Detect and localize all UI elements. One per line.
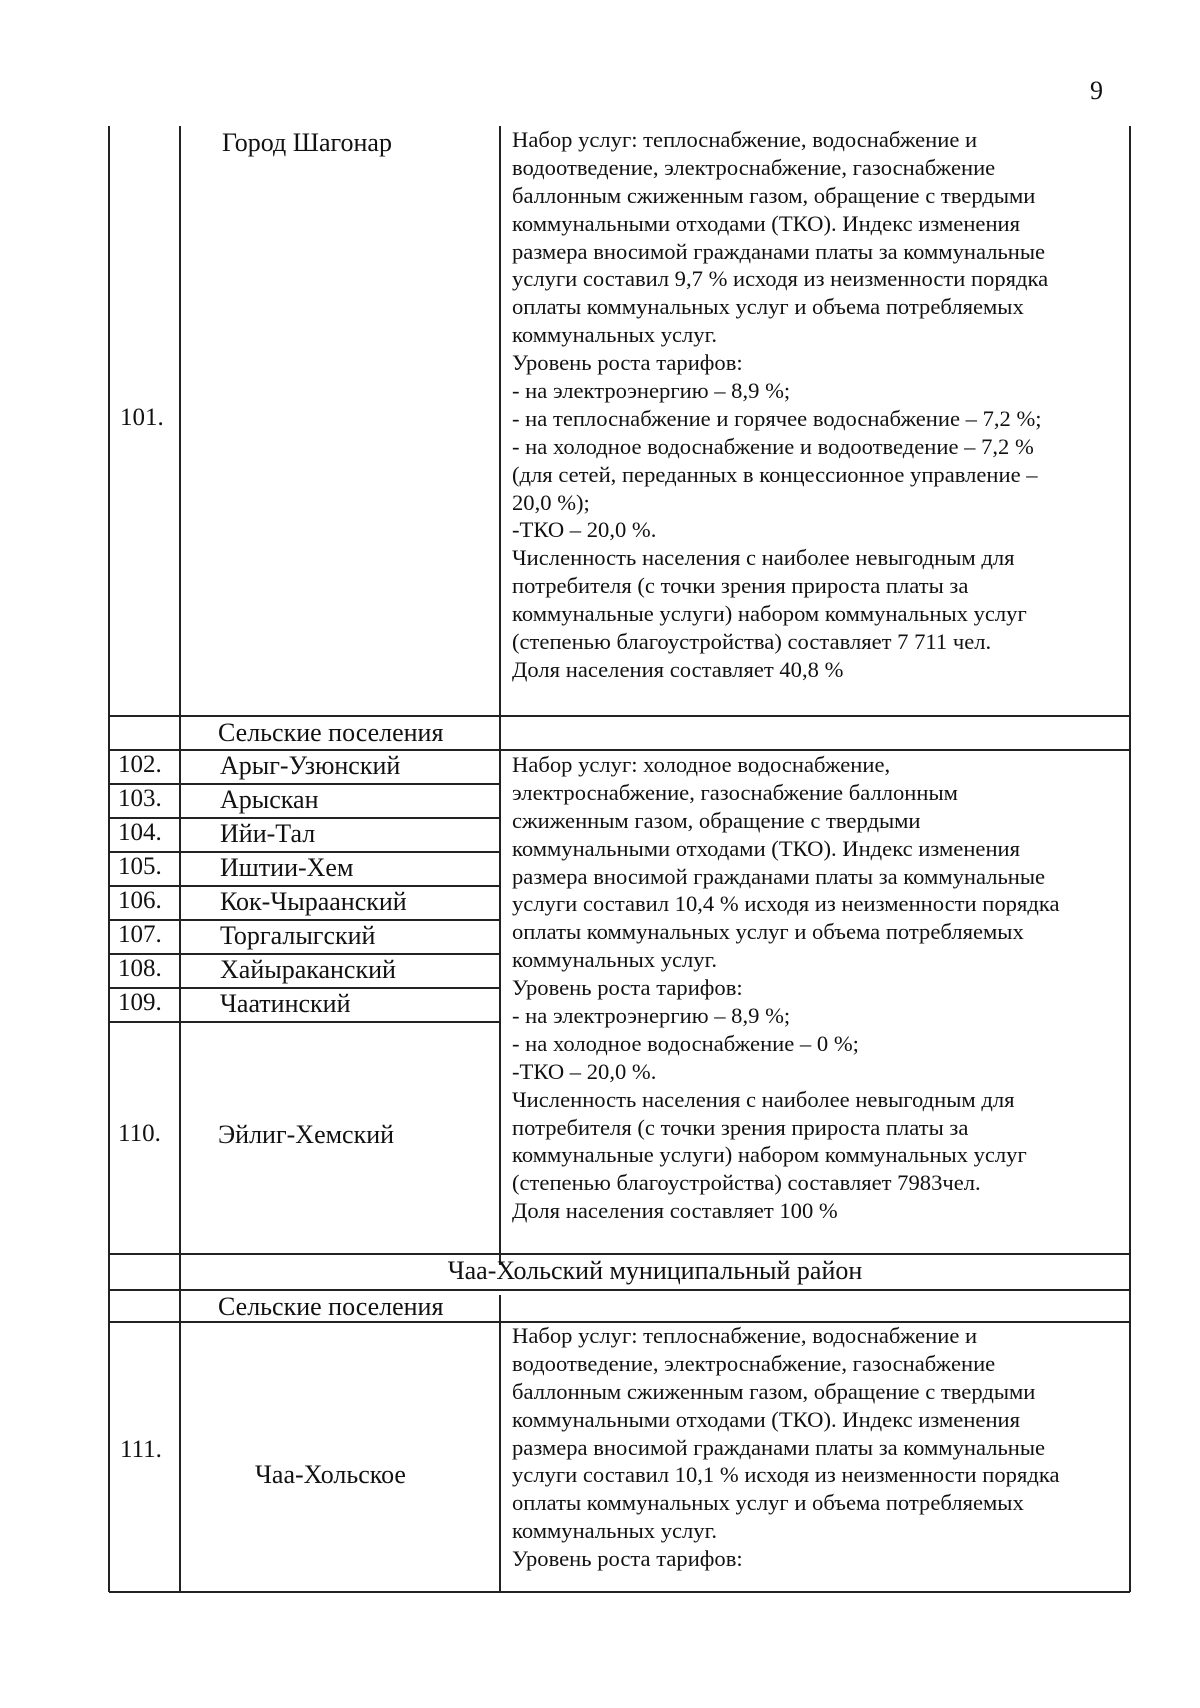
row-101-number: 101. [120, 404, 164, 431]
desc-line: Уровень роста тарифов: [512, 1546, 743, 1572]
desc-line: коммунальными отходами (ТКО). Индекс изменения [512, 1406, 1021, 1432]
row-111-number: 111. [120, 1436, 162, 1463]
desc-line: коммунальных услуг. [512, 322, 717, 348]
row-103-name: Арыскан [220, 785, 319, 814]
row-101-name: Город Шагонар [222, 128, 392, 157]
desc-line: Доля населения составляет 40,8 % [512, 656, 844, 682]
desc-line: - на электроэнергию – 8,9 %; [512, 1003, 791, 1029]
desc-line: оплаты коммунальных услуг и объема потребляемых [512, 294, 1024, 320]
rural-settlements-header: Сельские поселения [218, 1292, 444, 1321]
row-110-name: Эйлиг-Хемский [218, 1120, 395, 1149]
row-108-name: Хайыраканский [220, 955, 396, 984]
desc-line: (степенью благоустройства) составляет 7983чел. [512, 1170, 981, 1196]
desc-line: коммунальных услуг. [512, 947, 717, 973]
desc-line: оплаты коммунальных услуг и объема потребляемых [512, 919, 1024, 945]
desc-line: Численность населения с наиболее невыгодным для [512, 545, 1015, 571]
row-111-name: Чаа-Хольское [255, 1460, 406, 1489]
row-109-name: Чаатинский [220, 989, 351, 1018]
desc-line: баллонным сжиженным газом, обращение с твердыми [512, 1378, 1036, 1404]
desc-line: коммунальными отходами (ТКО). Индекс изменения [512, 835, 1021, 861]
row-107-name: Торгалыгский [220, 921, 376, 950]
desc-line: Доля населения составляет 100 % [512, 1198, 838, 1224]
row-108-number: 108. [118, 955, 162, 982]
rural-settlements-header: Сельские поселения [218, 718, 444, 747]
desc-line: баллонным сжиженным газом, обращение с твердыми [512, 182, 1036, 208]
desc-line: электроснабжение, газоснабжение баллонным [512, 779, 958, 805]
row-102-name: Арыг-Узюнский [220, 751, 401, 780]
desc-line: -ТКО – 20,0 %. [512, 1058, 657, 1084]
desc-line: Набор услуг: холодное водоснабжение, [512, 752, 891, 777]
desc-line: сжиженным газом, обращение с твердыми [512, 807, 921, 833]
desc-line: оплаты коммунальных услуг и объема потребляемых [512, 1490, 1024, 1516]
desc-line: размера вносимой гражданами платы за коммунальные [512, 1434, 1046, 1460]
row-110-number: 110. [118, 1120, 161, 1147]
row-106-name: Кок-Чыраанский [220, 887, 407, 916]
row-104-name: Ийи-Тал [220, 819, 316, 848]
desc-line: водоотведение, электроснабжение, газоснабжение [512, 154, 996, 180]
desc-line: коммунальные услуги) набором коммунальных услуг [512, 1142, 1027, 1168]
desc-line: размера вносимой гражданами платы за коммунальные [512, 863, 1046, 889]
desc-line: потребителя (с точки зрения прироста платы за [512, 1114, 969, 1140]
desc-line: коммунальных услуг. [512, 1518, 717, 1544]
desc-line: потребителя (с точки зрения прироста платы за [512, 573, 969, 599]
rows-102-110-description [512, 751, 1060, 1225]
district-title: Чаа-Хольский муниципальный район [447, 1256, 863, 1285]
desc-line: - на холодное водоснабжение и водоотведение – 7,2 % [512, 433, 1034, 459]
desc-line: коммунальные услуги) набором коммунальных услуг [512, 601, 1027, 627]
row-106-number: 106. [118, 887, 162, 914]
row-111-description [512, 1322, 1060, 1573]
row-109-number: 109. [118, 989, 162, 1016]
row-103-number: 103. [118, 785, 162, 812]
desc-line: водоотведение, электроснабжение, газоснабжение [512, 1350, 996, 1376]
desc-line: размера вносимой гражданами платы за коммунальные [512, 238, 1046, 264]
desc-line: - на холодное водоснабжение – 0 %; [512, 1030, 859, 1056]
row-101-description [512, 126, 1048, 684]
desc-line: (степенью благоустройства) составляет 7 711 чел. [512, 629, 992, 655]
row-104-number: 104. [118, 819, 162, 846]
desc-line: Численность населения с наиболее невыгодным для [512, 1086, 1015, 1112]
desc-line: - на электроэнергию – 8,9 %; [512, 378, 791, 404]
desc-line: Набор услуг: теплоснабжение, водоснабжение и [512, 1323, 978, 1348]
desc-line: услуги составил 10,1 % исходя из неизменности порядка [512, 1462, 1060, 1488]
row-105-name: Иштии-Хем [220, 853, 354, 882]
desc-line: 20,0 %); [512, 489, 590, 515]
desc-line: -ТКО – 20,0 %. [512, 517, 657, 543]
desc-line: Уровень роста тарифов: [512, 975, 743, 1001]
desc-line: Уровень роста тарифов: [512, 350, 743, 376]
row-102-number: 102. [118, 751, 162, 778]
page-number: 9 [1090, 76, 1103, 105]
desc-line: услуги составил 10,4 % исходя из неизменности порядка [512, 891, 1060, 917]
desc-line: (для сетей, переданных в концессионное управление – [512, 461, 1038, 487]
desc-line: Набор услуг: теплоснабжение, водоснабжение и [512, 127, 978, 152]
row-107-number: 107. [118, 921, 162, 948]
desc-line: коммунальными отходами (ТКО). Индекс изменения [512, 210, 1021, 236]
desc-line: - на теплоснабжение и горячее водоснабжение – 7,2 %; [512, 405, 1042, 431]
desc-line: услуги составил 9,7 % исходя из неизменности порядка [512, 266, 1049, 292]
row-105-number: 105. [118, 853, 162, 880]
